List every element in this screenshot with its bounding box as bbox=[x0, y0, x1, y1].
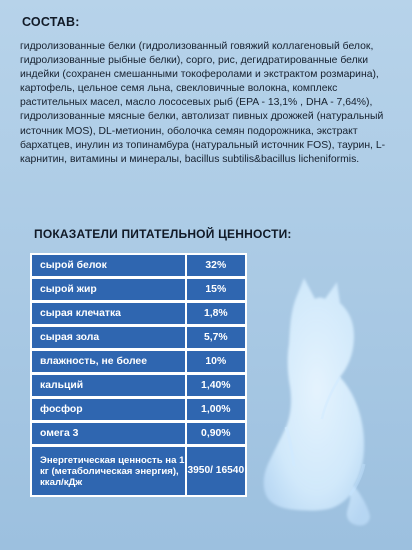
nutrition-title: ПОКАЗАТЕЛИ ПИТАТЕЛЬНОЙ ЦЕННОСТИ: bbox=[34, 227, 292, 241]
nutrient-value: 1,8% bbox=[187, 303, 245, 324]
nutrient-label: сырая зола bbox=[32, 327, 185, 348]
table-row bbox=[32, 447, 245, 495]
nutrition-table bbox=[30, 253, 247, 497]
composition-title: СОСТАВ: bbox=[22, 15, 80, 29]
nutrient-label: влажность, не более bbox=[32, 351, 185, 372]
cat-silhouette-icon bbox=[252, 270, 384, 530]
nutrient-label: омега 3 bbox=[32, 423, 185, 444]
table-row bbox=[32, 423, 245, 447]
nutrient-value: 5,7% bbox=[187, 327, 245, 348]
composition-text: гидролизованные белки (гидролизованный говяжий коллагеновый белок, гидролизованные рыбные белки), сорго, рис, дегидратированные белки индейки (сохранен смешанными токоферолами и экстрактом розмарина), картофель, цельное семя льна, свекловичные волокна, комплекс растительных масел, масло лососевых рыб (EPA - 13,1% , DHA - 7,64%), гидролизованные мясные белки, автолизат пивных дрожжей (натуральный источник MOS), DL-метионин, оболочка семян подорожника, экстракт бархатцев, инулин из топинамбура (натуральный источник FOS), таурин, L-карнитин, витамины и минералы, bacillus subtilis&bacillus licheniformis. bbox=[20, 41, 386, 165]
table-row bbox=[32, 279, 245, 303]
nutrient-value: 0,90% bbox=[187, 423, 245, 444]
nutrient-label: фосфор bbox=[32, 399, 185, 420]
table-row bbox=[32, 351, 245, 375]
nutrient-value: 32% bbox=[187, 255, 245, 276]
table-row bbox=[32, 255, 245, 279]
nutrient-label: кальций bbox=[32, 375, 185, 396]
nutrient-value: 10% bbox=[187, 351, 245, 372]
table-row bbox=[32, 303, 245, 327]
nutrient-label: сырой белок bbox=[32, 255, 185, 276]
table-row bbox=[32, 327, 245, 351]
energy-label: Энергетическая ценность на 1 кг (метаболическая энергия), ккал/кДж bbox=[32, 447, 185, 495]
nutrient-value: 1,40% bbox=[187, 375, 245, 396]
nutrient-value: 1,00% bbox=[187, 399, 245, 420]
table-row bbox=[32, 375, 245, 399]
nutrient-label: сырая клечатка bbox=[32, 303, 185, 324]
nutrient-label: сырой жир bbox=[32, 279, 185, 300]
energy-value: 3950/ 16540 bbox=[187, 447, 245, 495]
nutrient-value: 15% bbox=[187, 279, 245, 300]
table-row bbox=[32, 399, 245, 423]
